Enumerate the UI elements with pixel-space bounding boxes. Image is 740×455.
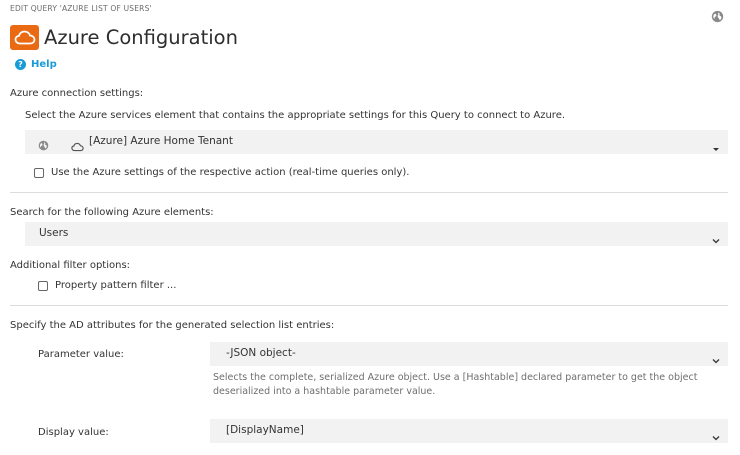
property-pattern-checkbox[interactable] — [38, 281, 48, 291]
help-icon: ? — [15, 59, 26, 70]
attributes-section-label: Specify the AD attributes for the generated selection list entries: — [10, 320, 335, 331]
globe-icon — [38, 136, 49, 147]
azure-cloud-icon — [10, 25, 39, 50]
property-pattern-row — [38, 280, 176, 291]
property-pattern-label: Property pattern filter ... — [55, 280, 177, 291]
use-action-settings-checkbox[interactable] — [34, 168, 44, 178]
page-title: Azure Configuration — [44, 26, 238, 49]
parameter-value-select[interactable] — [210, 342, 728, 366]
help-link[interactable] — [15, 59, 57, 70]
globe-icon[interactable] — [711, 8, 724, 21]
parameter-value-selected: -JSON object- — [226, 347, 296, 359]
section-divider — [10, 305, 728, 306]
chevron-down-icon — [712, 427, 720, 435]
azure-services-select[interactable] — [25, 130, 728, 154]
connection-instruction: Select the Azure services element that contains the appropriate settings for this Query to connect to Azure. — [25, 110, 566, 121]
caret-down-icon — [712, 138, 720, 146]
use-action-settings-row — [34, 167, 409, 178]
display-value-selected: [DisplayName] — [226, 424, 304, 436]
parameter-value-description: Selects the complete, serialized Azure object. Use a [Hashtable] declared parameter to get the object deserialized into a hashtable parameter value. — [213, 372, 698, 397]
chevron-down-icon — [712, 230, 720, 238]
breadcrumb: EDIT QUERY 'AZURE LIST OF USERS' — [10, 4, 152, 13]
azure-elements-selected-value: Users — [39, 227, 69, 239]
section-divider — [10, 192, 728, 193]
chevron-down-icon — [712, 350, 720, 358]
use-action-settings-label: Use the Azure settings of the respective action (real-time queries only). — [51, 167, 410, 178]
azure-elements-select[interactable] — [25, 222, 728, 246]
search-section-label: Search for the following Azure elements: — [10, 207, 214, 218]
parameter-value-label: Parameter value: — [38, 349, 124, 360]
azure-services-selected-value: [Azure] Azure Home Tenant — [89, 135, 233, 147]
help-label: Help — [31, 59, 57, 70]
filter-section-label: Additional filter options: — [10, 260, 131, 271]
cloud-icon — [71, 137, 84, 147]
connection-section-label: Azure connection settings: — [10, 88, 144, 99]
display-value-select[interactable] — [210, 419, 728, 443]
display-value-label: Display value: — [38, 427, 109, 438]
